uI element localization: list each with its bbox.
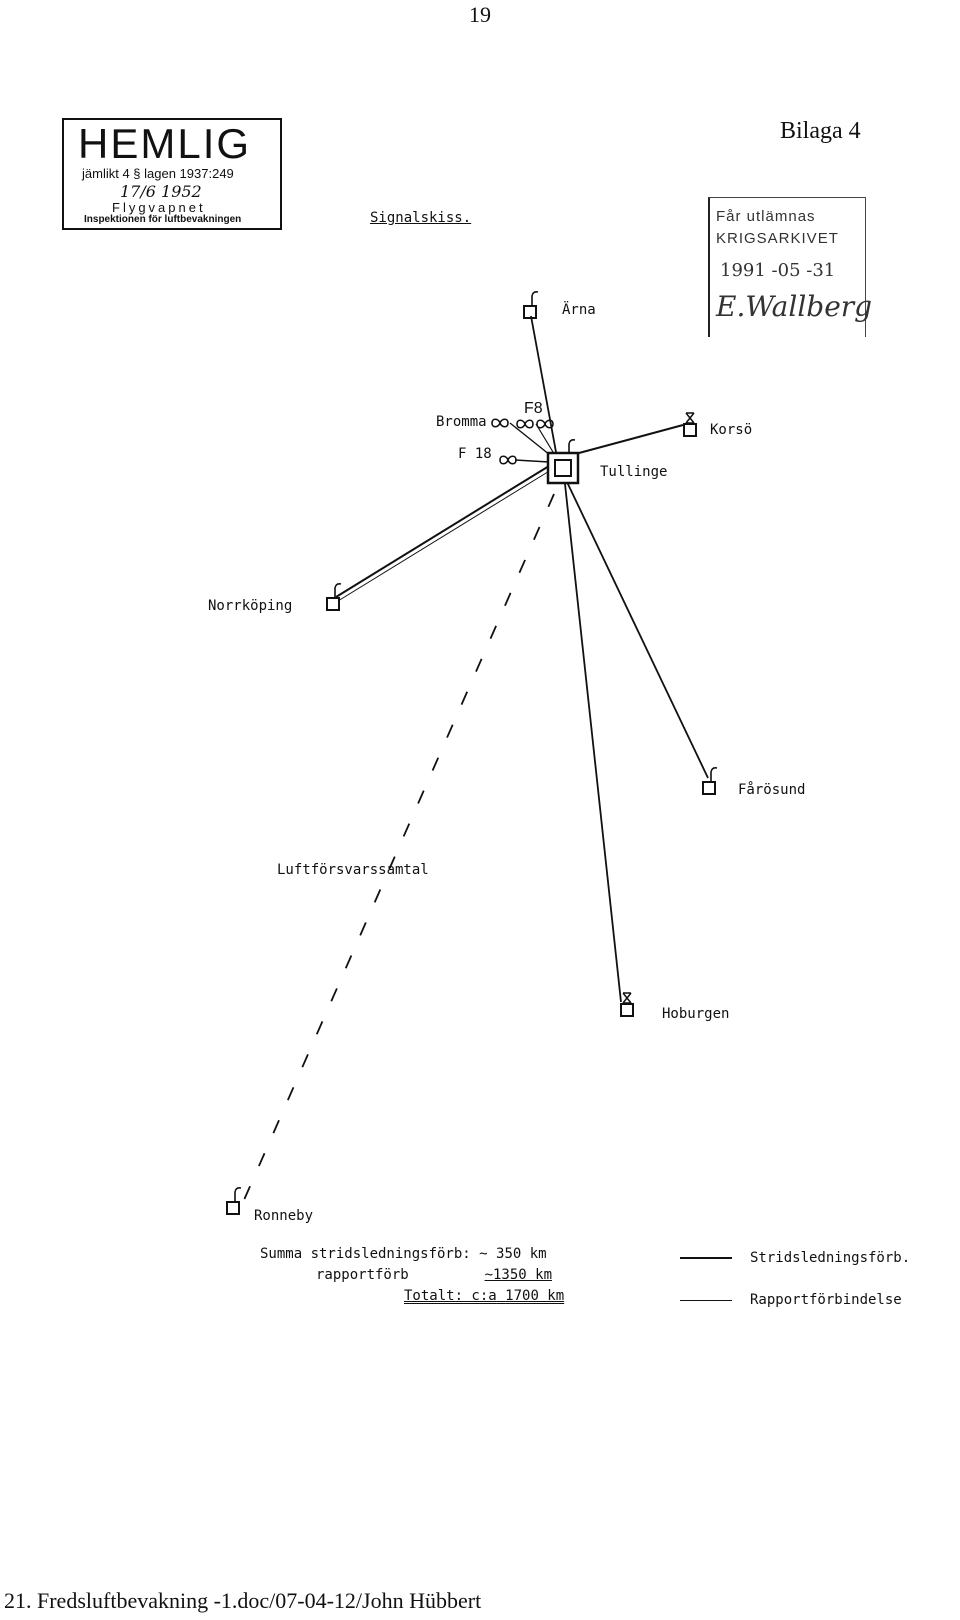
classification-org: Flygvapnet bbox=[112, 200, 206, 215]
link-norrkoping-tullinge bbox=[336, 466, 549, 597]
summary-total-value: 1700 km bbox=[505, 1288, 565, 1304]
label-f18: F 18 bbox=[458, 446, 492, 462]
archive-line1: Får utlämnas bbox=[716, 208, 816, 225]
arna-station bbox=[524, 292, 538, 318]
summary-line2-label: rapportförb bbox=[316, 1267, 409, 1283]
label-f8: F8 bbox=[524, 400, 543, 417]
legend-item-2-label: Rapportförbindelse bbox=[750, 1292, 902, 1308]
summary-total-label: Totalt: c:a bbox=[404, 1288, 497, 1304]
diagram-title: Signalskiss. bbox=[370, 210, 472, 226]
tullinge-station bbox=[548, 440, 578, 483]
label-luftforsvarssamtal: Luftförsvarssamtal bbox=[277, 862, 429, 878]
link-f18-tullinge bbox=[515, 460, 549, 462]
classification-law: jämlikt 4 § lagen 1937:249 bbox=[82, 166, 234, 181]
legend-item-1-label: Stridsledningsförb. bbox=[750, 1250, 911, 1266]
link-tullinge-hoburgen bbox=[565, 484, 621, 1002]
page-number: 19 bbox=[469, 2, 491, 27]
legend-line-thin bbox=[680, 1300, 732, 1301]
hoburgen-station bbox=[621, 993, 633, 1016]
summary-row-total bbox=[260, 1286, 564, 1307]
label-korso: Korsö bbox=[710, 422, 753, 438]
classification-dept: Inspektionen för luftbevakningen bbox=[84, 214, 242, 225]
label-hoburgen: Hoburgen bbox=[662, 1006, 730, 1022]
label-farosund: Fårösund bbox=[738, 782, 806, 798]
legend-item-rapport bbox=[680, 1292, 910, 1308]
label-bromma: Bromma bbox=[436, 414, 487, 430]
summary-line1-value: ~ 350 km bbox=[479, 1246, 547, 1262]
classification-heading: HEMLIG bbox=[78, 120, 252, 167]
f8-loop-a bbox=[517, 420, 533, 428]
link-tullinge-farosund bbox=[567, 482, 708, 778]
link-arna-tullinge bbox=[531, 316, 556, 452]
bromma-loop bbox=[492, 419, 508, 427]
summary-line1-label: Summa stridsledningsförb: bbox=[260, 1246, 471, 1262]
archive-line2: KRIGSARKIVET bbox=[716, 230, 839, 247]
norrkoping-station bbox=[327, 584, 341, 610]
label-arna: Ärna bbox=[562, 302, 596, 318]
ronneby-station bbox=[227, 1188, 241, 1214]
label-ronneby: Ronneby bbox=[254, 1208, 314, 1224]
legend bbox=[680, 1250, 910, 1334]
classification-date: 17/6 1952 bbox=[120, 182, 202, 201]
summary-line2-value: ~1350 km bbox=[484, 1267, 553, 1283]
summary-row-2 bbox=[260, 1265, 564, 1286]
summary-row-1 bbox=[260, 1244, 564, 1265]
korso-station bbox=[684, 413, 696, 436]
annex-label: Bilaga 4 bbox=[780, 118, 861, 144]
footer: 21. Fredsluftbevakning -1.doc/07-04-12/John Hübbert bbox=[4, 1588, 482, 1613]
link-norrkoping-tullinge-2 bbox=[338, 470, 551, 601]
summary-block bbox=[260, 1244, 564, 1307]
archive-signature: E.Wallberg bbox=[716, 290, 873, 323]
f18-loop bbox=[500, 456, 516, 464]
archive-date: 1991 -05 -31 bbox=[720, 260, 836, 281]
label-norrkoping: Norrköping bbox=[208, 598, 293, 614]
link-korso-tullinge bbox=[579, 425, 683, 453]
label-tullinge: Tullinge bbox=[600, 464, 668, 480]
legend-item-stridsledning bbox=[680, 1250, 910, 1266]
legend-line-thick bbox=[680, 1257, 732, 1259]
